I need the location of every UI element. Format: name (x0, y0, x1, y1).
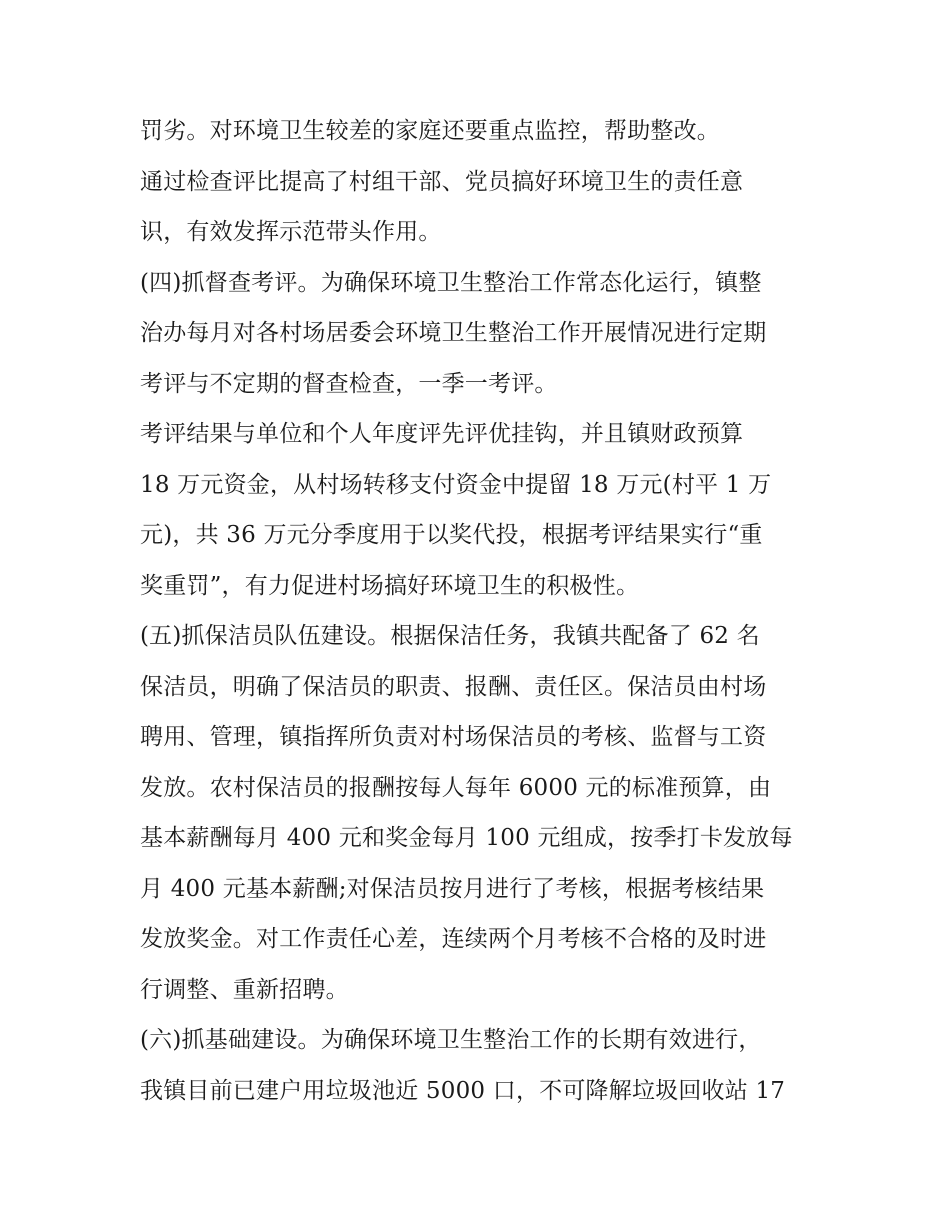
text-line: 18 万元资金，从村场转移支付资金中提留 18 万元(村平 1 万 (140, 471, 772, 498)
text-line: 月 400 元基本薪酬;对保洁员按月进行了考核，根据考核结果 (140, 875, 765, 902)
text-line: 我镇目前已建户用垃圾池近 5000 口，不可降解垃圾回收站 17 (140, 1077, 786, 1104)
text-line: 治办每月对各村场居委会环境卫生整治工作开展情况进行定期 (140, 320, 767, 346)
text-line: (四)抓督查考评。为确保环境卫生整治工作常态化运行，镇整 (140, 269, 762, 296)
text-line: 发放奖金。对工作责任心差，连续两个月考核不合格的及时进 (140, 926, 767, 952)
text-line: 通过检查评比提高了村组干部、党员搞好环境卫生的责任意 (140, 168, 744, 195)
text-line: 行调整、重新招聘。 (140, 976, 349, 1003)
text-line: 奖重罚”，有力促进村场搞好环境卫生的积极性。 (140, 572, 640, 599)
text-line: 聘用、管理，镇指挥所负责对村场保洁员的考核、监督与工资 (140, 724, 767, 750)
text-line: 元)，共 36 万元分季度用于以奖代投，根据考评结果实行“重 (140, 522, 763, 548)
text-line: 识，有效发挥示范带头作用。 (140, 219, 442, 245)
text-line: 基本薪酬每月 400 元和奖金每月 100 元组成，按季打卡发放每 (140, 825, 793, 851)
text-line: 考评与不定期的督查检查，一季一考评。 (140, 370, 558, 397)
text-line: (五)抓保洁员队伍建设。根据保洁任务，我镇共配备了 62 名 (140, 623, 760, 649)
text-line: 考评结果与单位和个人年度评先评优挂钩，并且镇财政预算 (140, 421, 744, 447)
text-line: 发放。农村保洁员的报酬按每人每年 6000 元的标准预算，由 (140, 774, 772, 801)
document-body (140, 106, 830, 1116)
text-line: 保洁员，明确了保洁员的职责、报酬、责任区。保洁员由村场 (140, 673, 767, 700)
text-line: 罚劣。对环境卫生较差的家庭还要重点监控，帮助整改。 (140, 118, 720, 144)
text-line: (六)抓基础建设。为确保环境卫生整治工作的长期有效进行， (140, 1027, 762, 1053)
